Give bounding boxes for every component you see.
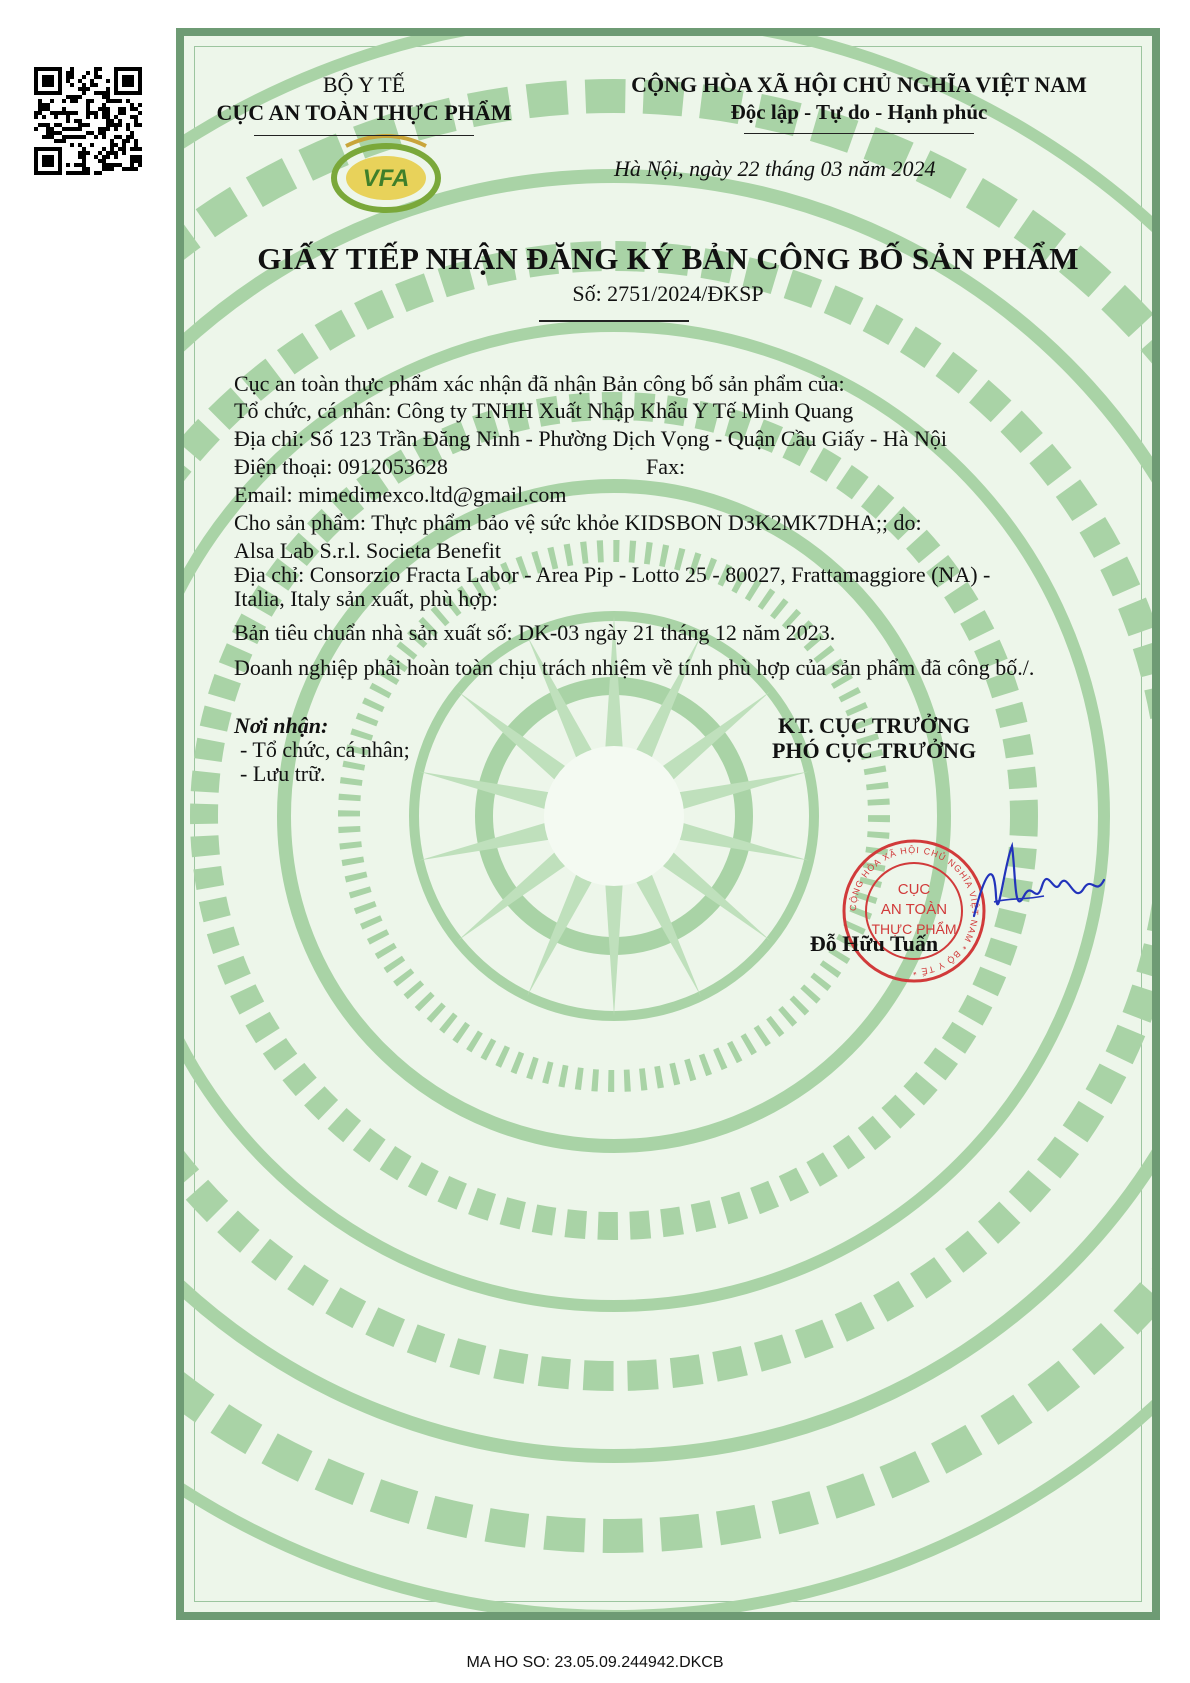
title-underline (539, 320, 689, 322)
motto-underline (744, 133, 974, 134)
manufacturer-line: Alsa Lab S.r.l. Societa Benefit (234, 538, 501, 563)
stamp-line-1: CỤC (897, 881, 931, 898)
document-number: Số: 2751/2024/ĐKSP (572, 281, 764, 306)
standard-line: Bản tiêu chuẩn nhà sản xuất số: DK-03 ngày 21 tháng 12 năm 2023. (234, 620, 836, 645)
fax-line: Fax: (646, 454, 686, 479)
phone-line: Điện thoại: 0912053628 (234, 454, 448, 479)
signer-role-1: KT. CỤC TRƯỞNG (777, 713, 971, 738)
certificate-frame (176, 28, 1160, 1620)
handwritten-signature (964, 836, 1114, 946)
signer-role-2: PHÓ CỤC TRƯỞNG (771, 738, 977, 763)
file-code: MA HO SO: 23.05.09.244942.DKCB (466, 1654, 724, 1671)
signer-name: Đỗ Hữu Tuấn (809, 931, 939, 956)
manufacturer-address-line-2: Italia, Italy sản xuất, phù hợp: (234, 586, 498, 611)
vfa-logo (326, 128, 446, 214)
manufacturer-address-line-1: Địa chỉ: Consorzio Fracta Labor - Area Pip - Lotto 25 - 80027, Frattamaggiore (NA) - (234, 562, 991, 587)
stamp-ring-text: CỘNG HÒA XÃ HỘI CHỦ NGHĨA VIỆT NAM * BỘ Y TẾ * (847, 844, 981, 978)
agency-underline (254, 135, 474, 136)
responsibility-line: Doanh nghiệp phải hoàn toàn chịu trách nhiệm về tính phù hợp của sản phẩm đã công bố./. (234, 655, 1035, 680)
issue-date: Hà Nội, ngày 22 tháng 03 năm 2024 (614, 156, 936, 181)
email-line: Email: mimedimexco.ltd@gmail.com (234, 482, 567, 507)
intro-line: Cục an toàn thực phẩm xác nhận đã nhận Bản công bố sản phẩm của: (234, 371, 845, 396)
organization-line: Tổ chức, cá nhân: Công ty TNHH Xuất Nhập Khẩu Y Tế Minh Quang (234, 398, 854, 423)
qr-code (34, 67, 142, 175)
document-title: GIẤY TIẾP NHẬN ĐĂNG KÝ BẢN CÔNG BỐ SẢN PHẨM (257, 241, 1079, 276)
stamp-line-3: THỰC PHẨM (871, 921, 957, 937)
recipient-item: - Lưu trữ. (240, 761, 326, 786)
stamp-line-2: AN TOÀN (880, 901, 948, 918)
address-line: Địa chỉ: Số 123 Trần Đăng Ninh - Phường Dịch Vọng - Quận Cầu Giấy - Hà Nội (234, 426, 948, 451)
national-motto: Độc lập - Tự do - Hạnh phúc (730, 100, 988, 124)
recipients-label: Nơi nhận: (234, 713, 329, 738)
vfa-logo-text: VFA (362, 165, 410, 192)
product-line: Cho sản phẩm: Thực phẩm bảo vệ sức khỏe KIDSBON D3K2MK7DHA;; do: (234, 510, 922, 535)
ministry-name: BỘ Y TẾ (322, 72, 406, 97)
agency-name: CỤC AN TOÀN THỰC PHẨM (216, 100, 512, 125)
recipient-item: - Tổ chức, cá nhân; (240, 737, 410, 762)
country-name: CỘNG HÒA XÃ HỘI CHỦ NGHĨA VIỆT NAM (631, 72, 1087, 97)
